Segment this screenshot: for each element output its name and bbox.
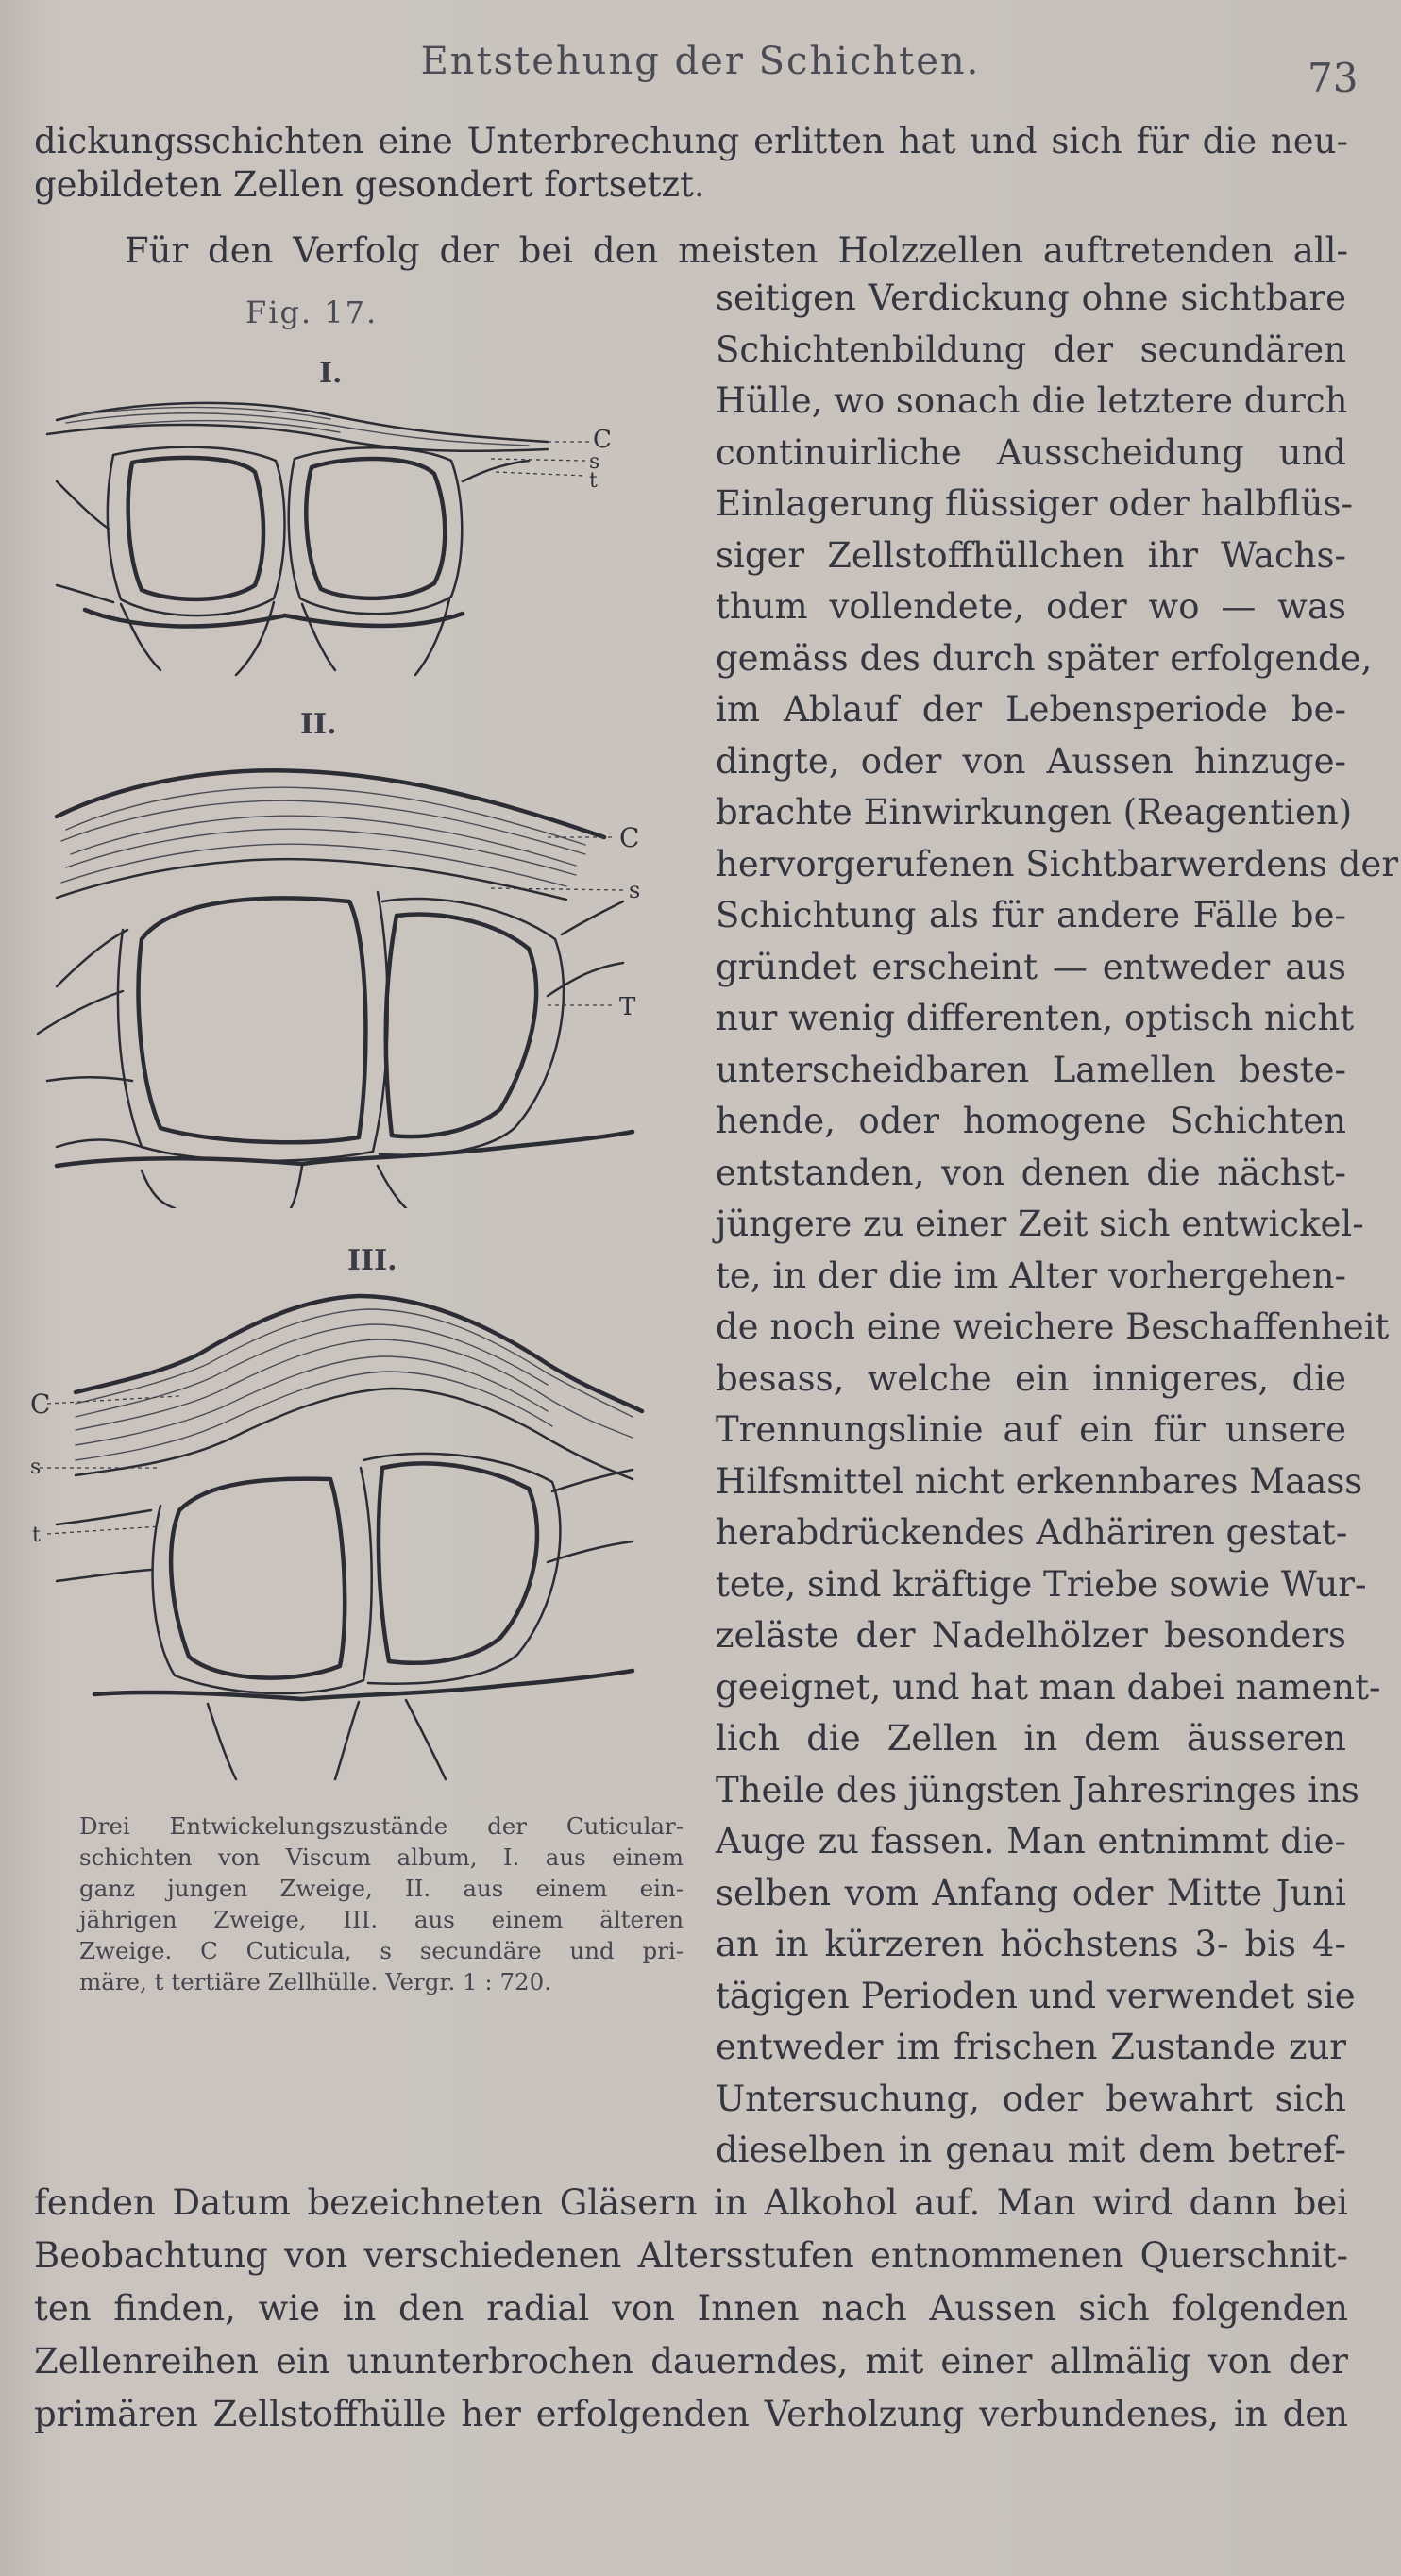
figure-panel-3-illustration (19, 1279, 680, 1789)
text-line: de noch eine weichere Beschaffenheit (716, 1306, 1390, 1347)
text-line: hervorgerufenen Sichtbarwerdens der (716, 844, 1398, 884)
text-line: entweder im frischen Zustande zur (716, 2027, 1346, 2067)
text-line: lich die Zellen in dem äusseren (716, 1718, 1346, 1759)
cuticle-layers (57, 770, 604, 900)
text-line: dieselben in genau mit dem betref- (716, 2130, 1346, 2170)
text-line: Einlagerung flüssiger oder halbflüs- (716, 483, 1353, 524)
panel-numeral: I. (319, 357, 343, 390)
cell-walls (57, 1454, 633, 1779)
label-tertiaere: T (619, 993, 636, 1021)
label-cuticula: C (30, 1389, 51, 1420)
panel-numeral: II. (300, 708, 337, 741)
text-line: gebildeten Zellen gesondert fortsetzt. (34, 164, 705, 205)
label-secundaere: s (30, 1456, 42, 1479)
text-line: an in kürzeren höchstens 3- bis 4- (716, 1924, 1346, 1964)
text-line: Untersuchung, oder bewahrt sich (716, 2079, 1346, 2119)
label-cuticula: C (593, 426, 612, 454)
text-line: Schichtung als für andere Fälle be- (716, 895, 1346, 935)
figure-panel-1-illustration (19, 396, 680, 699)
caption-line: Zweige. C Cuticula, s secundäre und pri- (79, 1937, 684, 1964)
label-tertiaere: t (32, 1524, 41, 1547)
caption-line: Drei Entwickelungszustände der Cuticular- (79, 1812, 684, 1840)
text-line: fenden Datum bezeichneten Gläsern in Alkohol auf. Man wird dann bei (34, 2182, 1348, 2223)
text-line: entstanden, von denen die nächst- (716, 1153, 1346, 1193)
text-line: unterscheidbaren Lamellen beste- (716, 1050, 1346, 1090)
text-line: Zellenreihen ein ununterbrochen dauerndes, mit einer allmälig von der (34, 2341, 1348, 2382)
text-line: hende, oder homogene Schichten (716, 1101, 1346, 1141)
caption-line: märe, t tertiäre Zellhülle. Vergr. 1 : 720. (79, 1968, 552, 1995)
text-line: Hilfsmittel nicht erkennbares Maass (716, 1461, 1363, 1502)
cuticle-layers (76, 1296, 642, 1479)
text-line: nur wenig differenten, optisch nicht (716, 998, 1355, 1038)
text-line: tete, sind kräftige Triebe sowie Wur- (716, 1564, 1367, 1605)
text-line: Trennungslinie auf ein für unsere (716, 1409, 1346, 1450)
text-line: besass, welche ein innigeres, die (716, 1358, 1346, 1399)
cell-walls (38, 892, 633, 1208)
text-line: geeignet, und hat man dabei nament- (716, 1667, 1381, 1708)
text-line: Hülle, wo sonach die letztere durch (716, 380, 1348, 421)
text-line: zeläste der Nadelhölzer besonders (716, 1615, 1346, 1656)
text-line: te, in der die im Alter vorhergehen- (716, 1255, 1346, 1296)
text-line: Beobachtung von verschiedenen Altersstufen entnommenen Querschnit- (34, 2235, 1348, 2276)
label-tertiaere: t (589, 469, 598, 493)
figure-caption (79, 1810, 684, 1997)
text-line: dickungsschichten eine Unterbrechung erlitten hat und sich für die neu- (34, 121, 1348, 161)
text-line: Theile des jüngsten Jahresringes ins (716, 1770, 1359, 1810)
figure-label: Fig. 17. (245, 295, 379, 330)
text-line: Schichtenbildung der secundären (716, 329, 1346, 370)
text-line: Für den Verfolg der bei den meisten Holzzellen auftretenden all- (125, 230, 1348, 271)
running-header: Entstehung der Schichten. (420, 40, 981, 83)
text-line: siger Zellstoffhüllchen ihr Wachs- (716, 535, 1346, 576)
page-number: 73 (1308, 55, 1359, 101)
text-line: brachte Einwirkungen (Reagentien) (716, 792, 1353, 833)
text-line: im Ablauf der Lebensperiode be- (716, 689, 1346, 730)
text-line: seitigen Verdickung ohne sichtbare (716, 278, 1346, 318)
text-line: dingte, oder von Aussen hinzuge- (716, 741, 1346, 782)
label-cuticula: C (619, 822, 640, 853)
panel-numeral: III. (347, 1244, 397, 1277)
caption-line: ganz jungen Zweige, II. aus einem ein- (79, 1875, 684, 1902)
caption-line: jährigen Zweige, III. aus einem älteren (79, 1906, 684, 1933)
text-line: continuirliche Ausscheidung und (716, 432, 1346, 473)
text-line: gemäss des durch später erfolgende, (716, 638, 1373, 679)
text-line: Auge zu fassen. Man entnimmt die- (716, 1821, 1346, 1861)
label-secundaere: s (629, 877, 641, 903)
label-secundaere: s (589, 450, 600, 474)
caption-line: schichten von Viscum album, I. aus einem (79, 1844, 684, 1871)
text-line: primären Zellstoffhülle her erfolgenden Verholzung verbundenes, in den (34, 2394, 1348, 2434)
cuticle-layers (47, 403, 548, 451)
text-line: selben vom Anfang oder Mitte Juni (716, 1873, 1346, 1913)
cell-walls (57, 447, 529, 675)
text-line: thum vollendete, oder wo — was (716, 586, 1346, 627)
text-line: ten finden, wie in den radial von Innen nach Aussen sich folgenden (34, 2288, 1348, 2329)
figure-panel-2-illustration (19, 750, 680, 1208)
text-line: jüngere zu einer Zeit sich entwickel- (716, 1204, 1364, 1244)
text-line: tägigen Perioden und verwendet sie (716, 1976, 1356, 2016)
text-line: herabdrückendes Adhäriren gestat- (716, 1512, 1348, 1553)
text-line: gründet erscheint — entweder aus (716, 947, 1346, 987)
